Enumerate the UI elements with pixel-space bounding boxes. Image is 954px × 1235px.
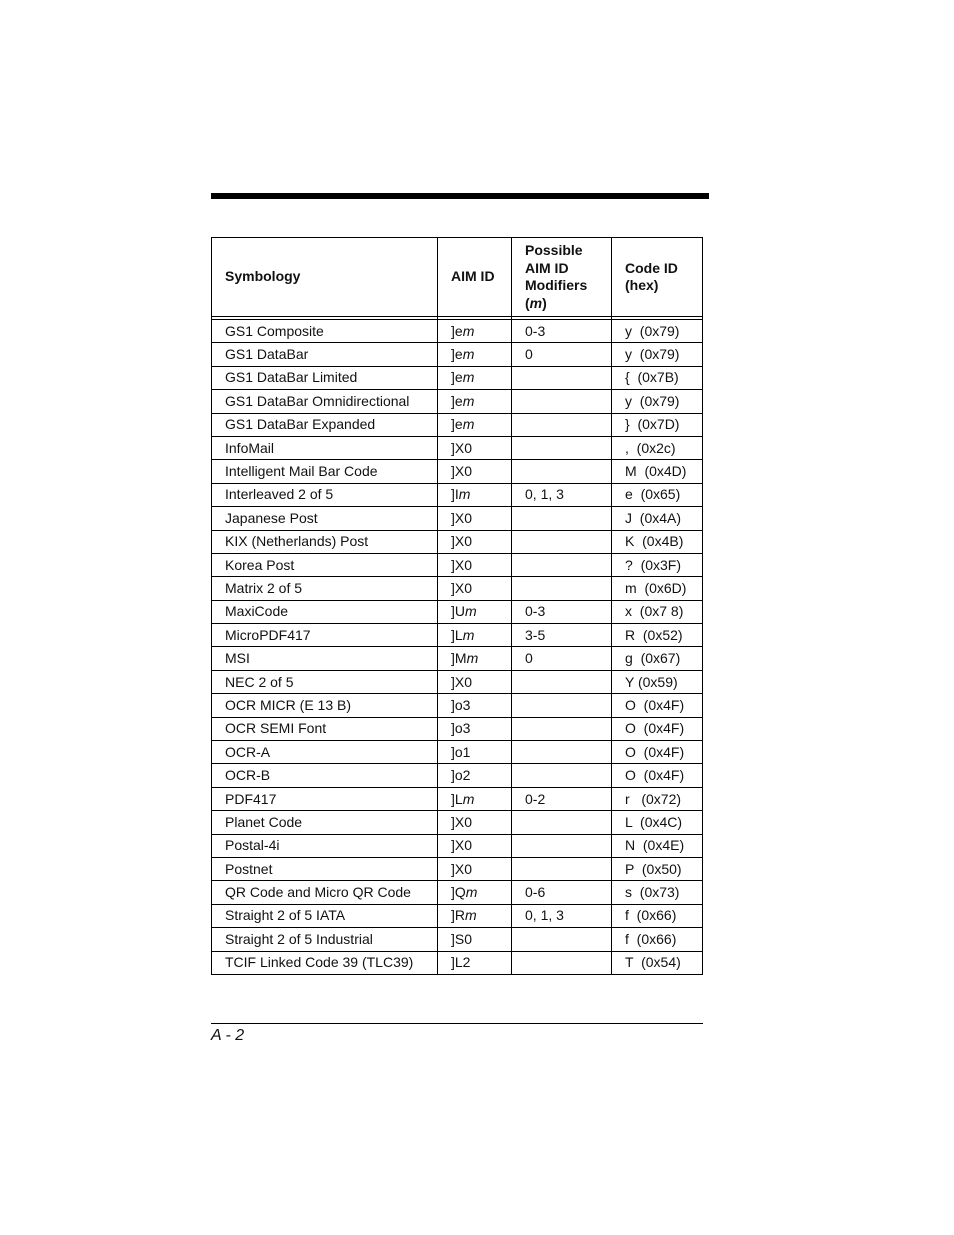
table-row: [212, 600, 703, 623]
aim-id-cell: [438, 764, 512, 787]
aim-id-prefix: ]X0: [451, 813, 473, 830]
table-row: [212, 857, 703, 880]
aim-id-prefix: ]o3: [451, 720, 471, 737]
header-code-id: [612, 238, 703, 317]
code-id-cell: T (0x54): [612, 951, 703, 974]
aim-id-prefix: ]X0: [451, 556, 473, 573]
aim-id-prefix: ]R: [451, 907, 465, 924]
symbology-cell: QR Code and Micro QR Code: [212, 881, 438, 904]
aim-id-prefix: ]X0: [451, 860, 473, 877]
symbology-cell: Postal-4i: [212, 834, 438, 857]
symbology-cell: Korea Post: [212, 553, 438, 576]
modifiers-cell: 0, 1, 3: [512, 904, 612, 927]
modifiers-cell: 0-6: [512, 881, 612, 904]
symbology-cell: GS1 DataBar Omnidirectional: [212, 390, 438, 413]
symbology-cell: NEC 2 of 5: [212, 670, 438, 693]
symbology-cell: GS1 DataBar: [212, 343, 438, 366]
header-symbology: Symbology: [212, 238, 438, 317]
aim-id-cell: [438, 881, 512, 904]
aim-id-modifier: m: [462, 416, 475, 433]
table-row: [212, 951, 703, 974]
aim-id-cell: [438, 390, 512, 413]
aim-id-cell: [438, 577, 512, 600]
symbology-cell: PDF417: [212, 787, 438, 810]
aim-id-modifier: m: [465, 907, 477, 924]
modifiers-cell: [512, 741, 612, 764]
table-row: [212, 881, 703, 904]
footer-rule: [211, 1023, 703, 1024]
symbology-cell: OCR-A: [212, 741, 438, 764]
code-id-cell: x (0x7 8): [612, 600, 703, 623]
symbology-cell: TCIF Linked Code 39 (TLC39): [212, 951, 438, 974]
table-row: [212, 483, 703, 506]
table-row: [212, 507, 703, 530]
code-id-cell: O (0x4F): [612, 694, 703, 717]
table-row: [212, 647, 703, 670]
symbology-cell: OCR MICR (E 13 B): [212, 694, 438, 717]
aim-id-prefix: ]U: [451, 603, 465, 620]
modifiers-cell: 0-3: [512, 320, 612, 343]
aim-id-cell: [438, 600, 512, 623]
modifiers-cell: [512, 951, 612, 974]
aim-id-prefix: ]o3: [451, 696, 471, 713]
header-modifiers-line1: Possible: [525, 242, 583, 258]
modifiers-cell: [512, 857, 612, 880]
header-modifiers-m: m: [529, 294, 543, 311]
code-id-cell: y (0x79): [612, 343, 703, 366]
aim-id-modifier: m: [462, 626, 475, 643]
aim-id-prefix: ]I: [451, 486, 459, 503]
aim-id-cell: [438, 413, 512, 436]
aim-id-prefix: ]Q: [451, 884, 466, 901]
header-modifiers-line2: AIM ID: [525, 259, 569, 276]
symbology-cell: Intelligent Mail Bar Code: [212, 460, 438, 483]
code-id-cell: ? (0x3F): [612, 553, 703, 576]
code-id-cell: R (0x52): [612, 624, 703, 647]
aim-id-prefix: ]e: [451, 369, 463, 386]
aim-id-cell: [438, 460, 512, 483]
table-body: [212, 320, 703, 975]
aim-id-cell: [438, 857, 512, 880]
aim-id-cell: [438, 787, 512, 810]
aim-id-modifier: m: [462, 369, 475, 386]
aim-id-prefix: ]e: [451, 346, 463, 363]
aim-id-prefix: ]M: [451, 650, 467, 667]
aim-id-modifier: m: [462, 346, 475, 363]
modifiers-cell: [512, 811, 612, 834]
aim-id-prefix: ]o2: [451, 767, 471, 784]
header-modifiers-open-paren: (: [525, 294, 530, 311]
aim-id-prefix: ]X0: [451, 509, 473, 526]
modifiers-cell: 3-5: [512, 624, 612, 647]
table-row: [212, 343, 703, 366]
code-id-cell: L (0x4C): [612, 811, 703, 834]
code-id-cell: s (0x73): [612, 881, 703, 904]
modifiers-cell: [512, 366, 612, 389]
symbology-cell: Postnet: [212, 857, 438, 880]
aim-id-prefix: ]L: [451, 626, 463, 643]
symbology-cell: GS1 DataBar Expanded: [212, 413, 438, 436]
aim-id-prefix: ]e: [451, 322, 463, 339]
code-id-cell: f (0x66): [612, 928, 703, 951]
modifiers-cell: [512, 577, 612, 600]
aim-id-prefix: ]X0: [451, 837, 473, 854]
table-row: [212, 811, 703, 834]
symbology-cell: Interleaved 2 of 5: [212, 483, 438, 506]
modifiers-cell: [512, 390, 612, 413]
table-row: [212, 717, 703, 740]
code-id-cell: Y (0x59): [612, 670, 703, 693]
modifiers-cell: [512, 834, 612, 857]
code-id-cell: y (0x79): [612, 390, 703, 413]
code-id-cell: P (0x50): [612, 857, 703, 880]
modifiers-cell: [512, 717, 612, 740]
modifiers-cell: [512, 694, 612, 717]
modifiers-cell: [512, 764, 612, 787]
modifiers-cell: [512, 413, 612, 436]
aim-id-cell: [438, 624, 512, 647]
symbology-cell: Japanese Post: [212, 507, 438, 530]
aim-id-modifier: m: [462, 392, 475, 409]
aim-id-modifier: m: [458, 486, 471, 503]
modifiers-cell: [512, 436, 612, 459]
aim-id-prefix: ]L2: [451, 954, 471, 971]
aim-id-prefix: ]e: [451, 392, 463, 409]
aim-id-prefix: ]X0: [451, 673, 473, 690]
aim-id-modifier: m: [465, 603, 477, 620]
modifiers-cell: 0-3: [512, 600, 612, 623]
aim-id-modifier: m: [462, 322, 475, 339]
aim-id-cell: [438, 717, 512, 740]
code-id-cell: O (0x4F): [612, 717, 703, 740]
aim-id-modifier: m: [466, 650, 479, 667]
table-row: [212, 436, 703, 459]
aim-id-prefix: ]X0: [451, 439, 473, 456]
aim-id-cell: [438, 904, 512, 927]
symbology-cell: Straight 2 of 5 IATA: [212, 904, 438, 927]
symbology-cell: InfoMail: [212, 436, 438, 459]
code-id-cell: N (0x4E): [612, 834, 703, 857]
table-row: [212, 928, 703, 951]
table-header: [212, 238, 703, 320]
table-row: [212, 764, 703, 787]
table-row: [212, 834, 703, 857]
modifiers-cell: [512, 670, 612, 693]
table-row: [212, 553, 703, 576]
aim-id-cell: [438, 483, 512, 506]
aim-id-cell: [438, 928, 512, 951]
aim-id-cell: [438, 366, 512, 389]
modifiers-cell: 0: [512, 343, 612, 366]
symbology-cell: KIX (Netherlands) Post: [212, 530, 438, 553]
table-row: [212, 366, 703, 389]
code-id-cell: e (0x65): [612, 483, 703, 506]
aim-id-prefix: ]X0: [451, 463, 473, 480]
modifiers-cell: [512, 928, 612, 951]
table-row: [212, 530, 703, 553]
aim-id-cell: [438, 647, 512, 670]
aim-id-cell: [438, 343, 512, 366]
header-rule: [211, 193, 709, 199]
aim-id-cell: [438, 436, 512, 459]
code-id-cell: , (0x2c): [612, 436, 703, 459]
symbology-cell: MicroPDF417: [212, 624, 438, 647]
code-id-cell: y (0x79): [612, 320, 703, 343]
header-modifiers-close-paren: ): [542, 294, 547, 311]
table-row: [212, 390, 703, 413]
aim-id-cell: [438, 553, 512, 576]
table-row: [212, 413, 703, 436]
aim-id-prefix: ]L: [451, 790, 463, 807]
aim-id-cell: [438, 670, 512, 693]
table-row: [212, 741, 703, 764]
modifiers-cell: [512, 460, 612, 483]
aim-id-cell: [438, 741, 512, 764]
table-row: [212, 577, 703, 600]
aim-id-prefix: ]S0: [451, 930, 473, 947]
aim-id-cell: [438, 811, 512, 834]
table-row: [212, 670, 703, 693]
code-id-cell: f (0x66): [612, 904, 703, 927]
symbology-cell: MaxiCode: [212, 600, 438, 623]
code-id-cell: M (0x4D): [612, 460, 703, 483]
modifiers-cell: [512, 530, 612, 553]
header-code-id-line1: Code ID: [625, 259, 678, 276]
header-code-id-line2: (hex): [625, 277, 659, 293]
table-row: [212, 904, 703, 927]
code-id-cell: { (0x7B): [612, 366, 703, 389]
modifiers-cell: [512, 507, 612, 530]
modifiers-cell: 0: [512, 647, 612, 670]
table-row: [212, 624, 703, 647]
aim-id-cell: [438, 694, 512, 717]
code-id-cell: O (0x4F): [612, 764, 703, 787]
aim-id-cell: [438, 530, 512, 553]
modifiers-cell: 0-2: [512, 787, 612, 810]
symbology-cell: Straight 2 of 5 Industrial: [212, 928, 438, 951]
code-id-cell: } (0x7D): [612, 413, 703, 436]
code-id-cell: r (0x72): [612, 787, 703, 810]
aim-id-prefix: ]o1: [451, 743, 471, 760]
modifiers-cell: [512, 553, 612, 576]
code-id-cell: m (0x6D): [612, 577, 703, 600]
header-modifiers: [512, 238, 612, 317]
table-row: [212, 460, 703, 483]
symbology-cell: OCR-B: [212, 764, 438, 787]
symbology-cell: Matrix 2 of 5: [212, 577, 438, 600]
aim-id-cell: [438, 951, 512, 974]
aim-id-prefix: ]X0: [451, 533, 473, 550]
aim-id-cell: [438, 834, 512, 857]
page-number: A - 2: [211, 1027, 245, 1044]
code-id-cell: g (0x67): [612, 647, 703, 670]
header-modifiers-line3: Modifiers: [525, 277, 588, 293]
code-id-cell: J (0x4A): [612, 507, 703, 530]
symbology-cell: OCR SEMI Font: [212, 717, 438, 740]
aim-id-modifier: m: [462, 790, 475, 807]
aim-id-modifier: m: [465, 884, 478, 901]
symbology-cell: Planet Code: [212, 811, 438, 834]
table-row: [212, 694, 703, 717]
code-id-cell: K (0x4B): [612, 530, 703, 553]
aim-id-cell: [438, 507, 512, 530]
header-aim-id: AIM ID: [438, 238, 512, 317]
modifiers-cell: 0, 1, 3: [512, 483, 612, 506]
table-row: [212, 787, 703, 810]
symbology-cell: MSI: [212, 647, 438, 670]
aim-id-cell: [438, 320, 512, 343]
aim-id-prefix: ]X0: [451, 579, 473, 596]
symbology-cell: GS1 Composite: [212, 320, 438, 343]
code-id-cell: O (0x4F): [612, 741, 703, 764]
symbology-cell: GS1 DataBar Limited: [212, 366, 438, 389]
table-row: [212, 320, 703, 343]
aim-id-prefix: ]e: [451, 416, 463, 433]
symbology-table: [211, 237, 703, 975]
